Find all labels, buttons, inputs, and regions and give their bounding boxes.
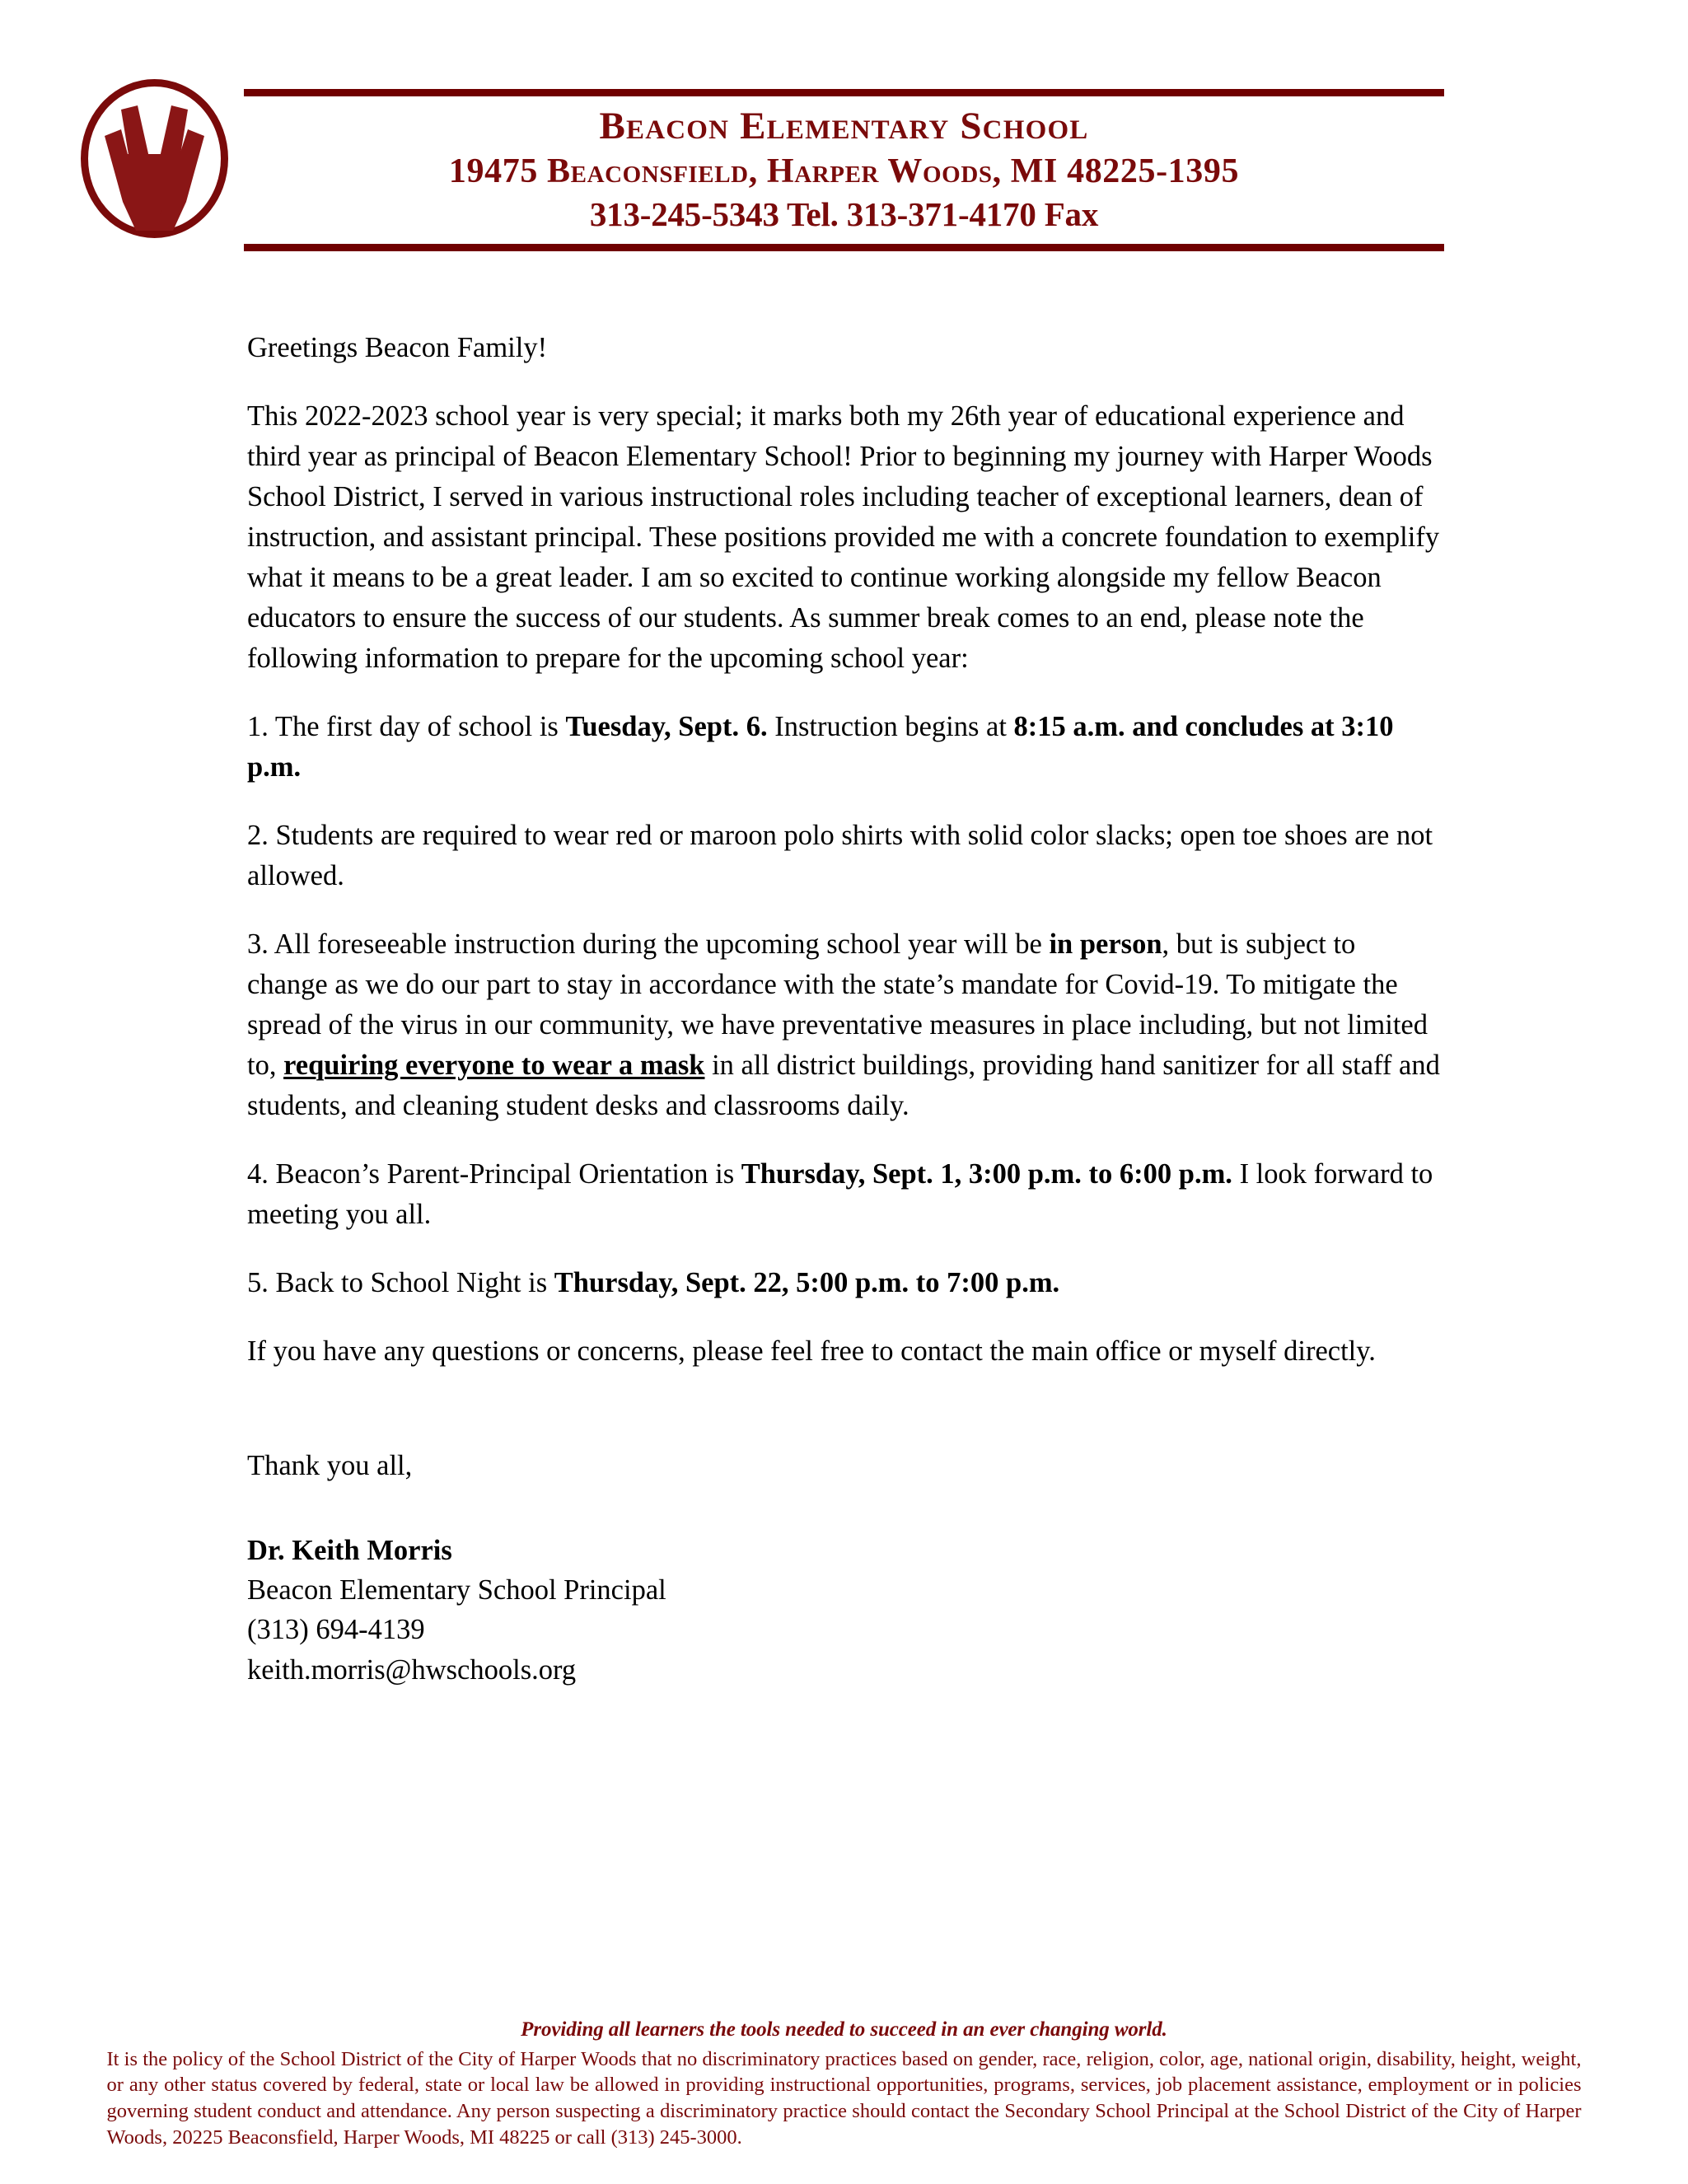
signature-name: Dr. Keith Morris [247,1534,452,1566]
list-item-5 [247,1263,1440,1303]
nondiscrimination-disclaimer: It is the policy of the School District of the City of Harper Woods that no discriminatory practices based on gender, race, religion, color, age, national origin, disability, height, weight, or any other status covered by federal, state or local law be allowed in providing instructional opportunities, programs, services, job placement assistance, employment or in policies governing student conduct and attendance. Any person suspecting a discriminatory practice should contact the Secondary School Principal at the School District of the City of Harper Woods, 20225 Beaconsfield, Harper Woods, MI 48225 or call (313) 245-3000. [106,2047,1582,2149]
signature-title: Beacon Elementary School Principal [247,1574,666,1606]
item1-date: Tuesday, Sept. 6. [565,710,768,742]
list-item-4 [247,1154,1440,1235]
masthead [244,89,1444,251]
page-footer [0,2018,1688,2184]
school-logo [78,78,231,239]
district-tagline: Providing all learners the tools needed to succeed in an ever changing world. [521,2018,1167,2041]
item3-in-person: in person [1049,928,1162,960]
signature-email: keith.morris@hwschools.org [247,1653,577,1686]
signature-phone: (313) 694-4139 [247,1614,425,1646]
hw-monogram-circle-icon [78,78,231,239]
item1-times: 8:15 a.m. and concludes at 3:10 p.m. [247,710,1394,783]
school-name: Beacon Elementary School [599,105,1089,147]
school-phone-fax: 313-245-5343 Tel. 313-371-4170 Fax [589,194,1099,233]
thank-you-line: Thank you all, [247,1449,413,1481]
item5-part-a: 5. Back to School Night is [247,1266,554,1298]
item3-part-c: , but is subject to change as we do our part to stay in accordance with the state’s mandate for Covid-19. To mitigate the spread of the virus in our community, we have preventative measures in place including, but not limited to, [247,928,1428,1081]
item3-mask-requirement: requiring everyone to wear a mask [283,1049,705,1081]
letterhead [0,0,1688,255]
item4-part-a: 4. Beacon’s Parent-Principal Orientation is [247,1157,741,1190]
item5-datetime: Thursday, Sept. 22, 5:00 p.m. to 7:00 p.m. [554,1266,1060,1298]
item3-part-e: in all district buildings, providing hand sanitizer for all staff and students, and cleaning student desks and classrooms daily. [247,1049,1440,1121]
school-address: 19475 Beaconsfield, Harper Woods, MI 48225-1395 [448,152,1240,191]
letter-body [247,328,1440,1690]
masthead-rule-top [244,89,1444,96]
masthead-lines [244,103,1444,236]
item4-datetime: Thursday, Sept. 1, 3:00 p.m. to 6:00 p.m. [741,1157,1232,1190]
item1-part-a: 1. The first day of school is [247,710,566,742]
list-item-1 [247,707,1440,788]
greeting-line: Greetings Beacon Family! [247,332,548,363]
masthead-rule-bottom [244,244,1444,251]
intro-paragraph: This 2022-2023 school year is very special; it marks both my 26th year of educational experience and third year as principal of Beacon Elementary School! Prior to beginning my journey with Harper Woods School District, I served in various instructional roles including teacher of exceptional learners, dean of instruction, and assistant principal. These positions provided me with a concrete foundation to exemplify what it means to be a great leader. I am so excited to continue working alongside my fellow Beacon educators to ensure the success of our students. As summer break comes to an end, please note the following information to prepare for the upcoming school year: [247,400,1440,674]
item1-part-c: Instruction begins at [767,710,1014,742]
signature-spacer [247,1400,1440,1446]
signature-block [247,1531,1440,1690]
item4-part-c: I look forward to meeting you all. [247,1157,1433,1230]
list-item-2: 2. Students are required to wear red or maroon polo shirts with solid color slacks; open toe shoes are not allowed. [247,819,1433,891]
closing-paragraph: If you have any questions or concerns, please feel free to contact the main office or myself directly. [247,1335,1376,1367]
list-item-3 [247,924,1440,1126]
item3-part-a: 3. All foreseeable instruction during the upcoming school year will be [247,928,1050,960]
